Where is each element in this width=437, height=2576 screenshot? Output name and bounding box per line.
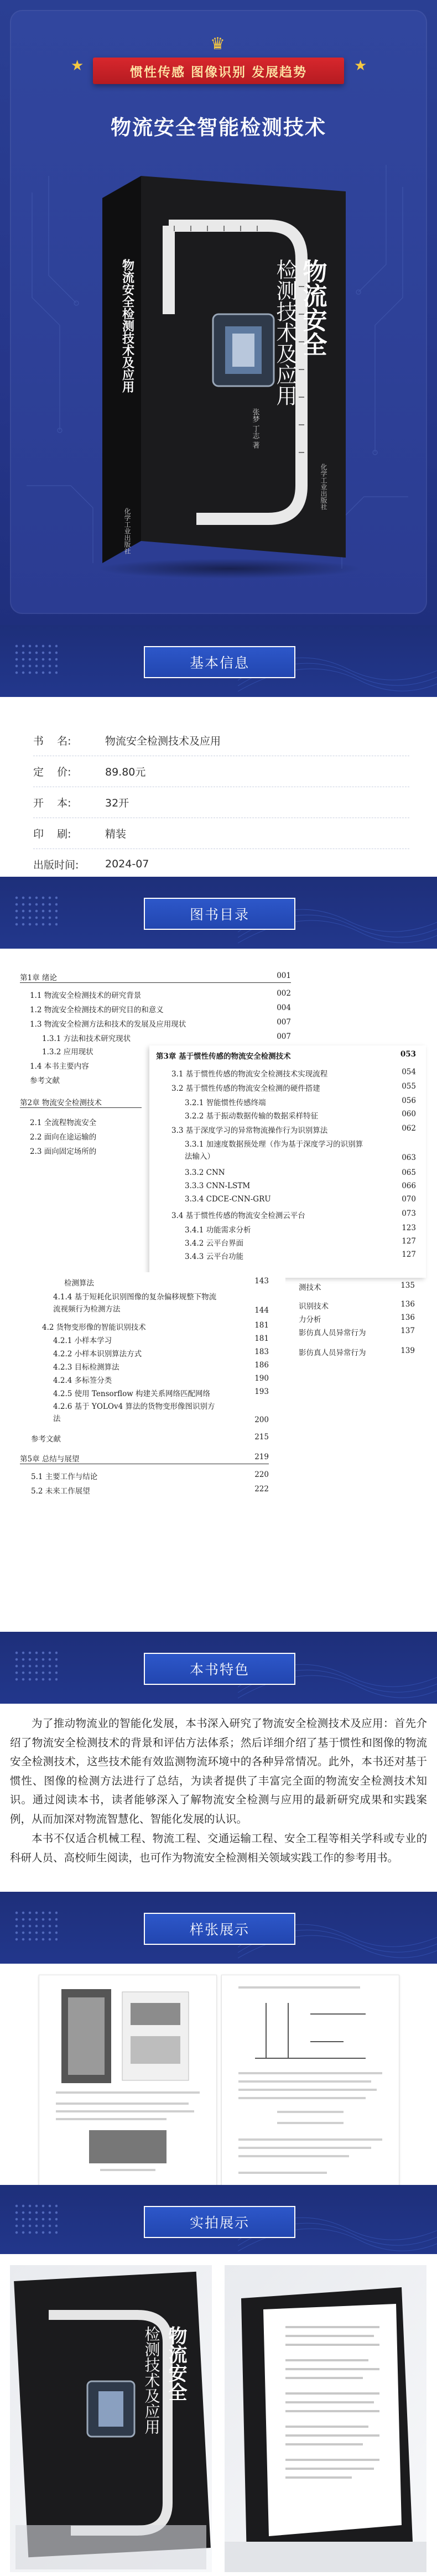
star-icon: ★ [71,58,84,74]
sample-page-right [221,1975,399,2186]
svg-text:化学工业出版社: 化学工业出版社 [123,508,131,554]
toc-entry: 1.4 本书主要内容 [30,1062,89,1071]
section-header-toc [0,877,437,949]
info-value: 2024-07 [105,858,149,870]
info-label: 开 本: [33,797,71,809]
svg-text:物流安全: 物流安全 [165,2326,187,2401]
crown-icon: ♛ [210,34,225,54]
toc-entry: 影仿真人员异常行为 137 [299,1326,415,1338]
toc-entry: 4.2.3 目标检测算法 186 [53,1361,269,1372]
cover-title-main: 物流安全 [298,259,327,356]
toc-entry: 4.2.1 小样本学习 181 [53,1334,269,1345]
toc-entry: 3.3.1 加速度数据预处理（作为基于深度学习的识别算法输入） 063 [185,1140,416,1162]
toc-entry: 第3章 基于惯性传感的物流安全检测技术 053 [156,1050,416,1061]
toc-page-right-tail [299,1278,415,1366]
toc-entry: 4.2.5 使用 Tensorflow 构建关系网络匹配网络 193 [53,1387,269,1398]
star-icon: ★ [354,58,367,74]
info-label: 印 刷: [33,828,71,840]
toc-entry: 3.2.1 智能惯性传感终端 056 [185,1096,416,1107]
toc-entry: 5.1 主要工作与结论 220 [31,1470,269,1481]
basic-info-list [0,714,437,874]
section-title: 基本信息 [189,655,249,671]
svg-text:化学工业出版社: 化学工业出版社 [320,464,327,510]
svg-text:检测技术及应用: 检测技术及应用 [273,259,297,406]
toc-entry: 2.2 面向在途运输的 [30,1133,97,1142]
svg-text:物流安全检测技术及应用: 物流安全检测技术及应用 [120,259,134,393]
section-title-box [144,646,295,678]
sample-pages-image [0,1964,437,2185]
toc-entry: 3.1 基于惯性传感的物流安全检测技术实现流程 054 [171,1068,416,1079]
features-paragraph: 为了推动物流业的智能化发展，本书深入研究了物流安全检测技术及应用：首先介绍了物流安全检测技术的背景和评估方法体系；然后详细介绍了基于惯性和图像的物流安全检测技术，这些技术能有效监测物流环境中的各种异常情况。此外，本书还对基于惯性、图像的检测方法进行了总结，为读者提供了丰富完全面的物流安全检测技术知识。通过阅读本书，读者能够深入了解物流安全检测与应用的最新研究成果和实践案例，从而加深对物流智慧化、智能化发展的认识。 [10,1717,427,1825]
toc-entry: 4.2.2 小样本识别算法方式 183 [53,1347,269,1359]
toc-page-right [149,1045,426,1278]
toc-entry: 3.3.2 CNN 065 [185,1168,416,1177]
toc-entry: 第2章 物流安全检测技术 [20,1096,142,1108]
features-text [0,1706,437,1878]
info-label: 书 名: [33,735,71,747]
section-title: 实拍展示 [189,2215,249,2231]
toc-entry: 第1章 绪论 001 [20,971,291,982]
toc-entry: 3.2 基于惯性传感的物流安全检测的硬件搭建 055 [171,1082,416,1093]
real-shot-photo-cover [10,2265,212,2572]
info-row-title [33,725,409,756]
toc-entry: 2.3 面向固定场所的 [30,1147,97,1156]
hero-banner [0,0,437,625]
info-row-format [33,787,409,818]
book-photo-cover [10,2265,212,2572]
toc-entry: 3.4.3 云平台功能 127 [185,1250,416,1261]
section-title-box [144,1913,295,1945]
section-header-real-shots [0,2185,437,2257]
svg-text:检测技术及应用: 检测技术及应用 [142,2326,161,2434]
toc-entry: 4.2 货物变形像的智能识别技术 181 [42,1321,269,1332]
section-header-features [0,1632,437,1704]
real-shots-gallery [0,2254,437,2576]
section-title: 图书目录 [189,907,249,923]
tagline-ribbon [93,58,344,84]
svg-text:张梦 丁志 著: 张梦 丁志 著 [251,408,259,449]
toc-entry: 检测算法 143 [64,1277,269,1288]
toc-entry: 4.2.4 多标签分类 190 [53,1374,269,1385]
info-value: 32开 [105,797,129,809]
toc-entry: 1.2 物流安全检测技术的研究目的和意义 004 [30,1003,291,1014]
decorative-dots [13,1909,58,1943]
toc-entry: 3.4.1 功能需求分析 123 [185,1224,416,1235]
book-photo-inside [225,2265,426,2572]
info-label: 出版时间: [33,858,79,871]
toc-entry: 3.4.2 云平台界面 127 [185,1237,416,1248]
toc-entry: 3.3.4 CDCE-CNN-GRU 070 [185,1195,416,1204]
toc-entry: 影仿真人员异常行为 139 [299,1346,415,1357]
hero-title: 物流安全智能检测技术 [111,116,326,139]
toc-entry: 4.2.6 基于 YOLOv4 算法的货物变形像图识别方法 200 [53,1402,269,1424]
toc-entry: 2.1 全流程物流安全 [30,1118,97,1127]
tagline-text: 惯性传感 图像识别 发展趋势 [129,65,307,80]
toc-entry: 第5章 总结与展望 219 [20,1453,269,1464]
toc-entry: 3.3 基于深度学习的异常物流操作行为识别算法 062 [171,1124,416,1135]
toc-page-left-bottom [20,1272,285,1538]
toc-entry: 4.1.4 基于短耗化识别图像的复杂偏移规整下物流流视频行为检测方法 144 [53,1293,269,1315]
info-row-binding [33,818,409,849]
info-label: 定 价: [33,766,71,778]
toc-entry: 3.2.2 基于振动数据传输的数据采样特征 060 [185,1110,416,1121]
decorative-dots [13,643,58,676]
toc-entry: 1.1 物流安全检测技术的研究背景 002 [30,989,291,1000]
features-paragraph: 本书不仅适合机械工程、物流工程、交通运输工程、安全工程等相关学科或专业的科研人员、高校师生阅读，也可作为物流安全检测相关领域实践工作的参考用书。 [10,1832,427,1864]
section-title-box [144,2206,295,2238]
info-value: 89.80元 [105,766,146,778]
decorative-dots [13,2203,58,2236]
toc-entry: 参考文献 [30,1076,60,1085]
info-value: 精装 [105,828,127,840]
toc-entry: 1.3 物流安全检测方法和技术的发展及应用现状 007 [30,1018,291,1029]
section-header-sample [0,1892,437,1964]
sample-page-left [39,1975,217,2186]
book-cover-image [102,176,346,563]
info-row-price [33,756,409,787]
decorative-dots [13,1649,58,1683]
info-value: 物流安全检测技术及应用 [105,735,221,747]
section-title: 样张展示 [189,1922,249,1938]
info-row-pubdate [33,849,409,880]
toc-entry: 3.3.3 CNN-LSTM 066 [185,1182,416,1190]
section-title: 本书特色 [189,1662,249,1678]
toc-entry: 3.4 基于惯性传感的物流安全检测云平台 073 [171,1209,416,1220]
toc-entry: 识别技术 136 [299,1300,415,1311]
toc-entry: 1.3.1 方法和技术研究现状 007 [42,1032,291,1043]
section-title-box [144,1653,295,1685]
toc-entry: 5.2 未来工作展望 222 [31,1485,269,1496]
toc-entry: 1.3.2 应用现状 [42,1048,93,1057]
table-of-contents-image [0,951,437,1632]
decorative-dots [13,894,58,928]
real-shot-photo-inside [225,2265,426,2572]
toc-entry: 测技术 135 [299,1281,415,1292]
section-title-box [144,898,295,930]
toc-entry: 力分析 136 [299,1313,415,1324]
section-header-basic-info [0,625,437,697]
toc-entry: 参考文献 215 [31,1433,269,1444]
